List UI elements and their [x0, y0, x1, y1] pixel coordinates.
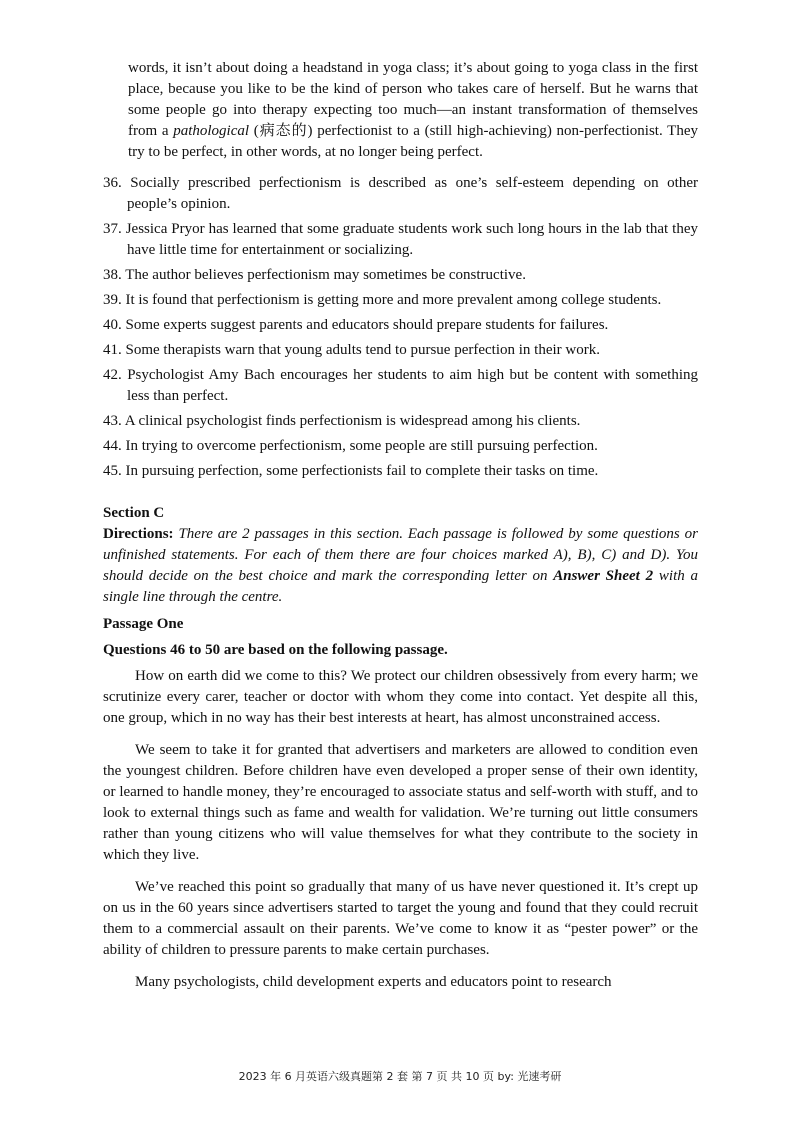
passage-paragraph: We’ve reached this point so gradually that many of us have never questioned it. It’s crept up on us in the 60 years since advertisers started to target the young and found that they could recruit them to a commercial assault on their parents. We’ve come to know it as “pester power” or the ability of children to pressure parents to make certain purchases. [103, 879, 698, 958]
italic-term: pathological [173, 123, 250, 139]
section-title: Section C [103, 505, 165, 521]
passage-paragraph: Many psychologists, child development experts and educators point to research [135, 974, 612, 990]
question-text: Jessica Pryor has learned that some graduate students work such long hours in the lab that they have little time for entertainment or socializing. [125, 221, 698, 258]
passage-title: Passage One [103, 616, 184, 632]
continued-paragraph [128, 58, 698, 163]
question-item [103, 219, 698, 261]
question-item [103, 265, 698, 286]
question-text: Some therapists warn that young adults tend to pursue perfection in their work. [125, 342, 600, 358]
directions [103, 524, 698, 608]
question-item [103, 436, 698, 457]
passage-paragraph: We seem to take it for granted that advertisers and marketers are allowed to condition even the youngest children. Before children have even developed a proper sense of their own identity, or learned to handle money, they’re encouraged to associate status and self-worth with stuff, and to look to external things such as fame and wealth for validation. We’re turning out little consumers rather than young citizens who will value themselves for what they contribute to the society in which they live. [103, 742, 698, 863]
question-number: 42. [103, 367, 122, 383]
question-item [103, 365, 698, 407]
question-text: Some experts suggest parents and educators should prepare students for failures. [125, 317, 609, 333]
directions-text: There are 2 passages in this section. Each passage is followed by some questions or unfinished statements. For each of them there are four choices marked A), B), C) and D). You should decide on the best choice and mark the corresponding letter on [103, 526, 698, 584]
page-footer: 2023 年 6 月英语六级真题第 2 套 第 7 页 共 10 页 by: 光速考研 [238, 1070, 562, 1083]
question-item [103, 290, 698, 311]
question-text: Psychologist Amy Bach encourages her students to aim high but be content with something less than perfect. [127, 367, 699, 404]
directions-text-end: with a single line through the centre. [103, 568, 698, 605]
directions-label: Directions: [103, 526, 174, 542]
continued-text-part2: (病态的) perfectionist to a (still high-achieving) non-perfectionist. They try to be perfect, in other words, at no longer being perfect. [128, 123, 698, 160]
question-text: A clinical psychologist finds perfectionism is widespread among his clients. [124, 413, 581, 429]
question-item [103, 340, 698, 361]
question-item [103, 315, 698, 336]
question-number: 43. [103, 413, 122, 429]
question-item [103, 411, 698, 432]
questions-heading: Questions 46 to 50 are based on the following passage. [103, 642, 448, 658]
question-number: 36. [103, 175, 122, 191]
question-text: It is found that perfectionism is getting more and more prevalent among college students. [125, 292, 662, 308]
continued-text-part1: words, it isn’t about doing a headstand in yoga class; it’s about going to yoga class in the first place, because you like to be the kind of person who takes care of herself. But he warns that some people go into therapy expecting too much—an instant transformation of themselves from a [128, 60, 698, 139]
passage-paragraph: How on earth did we come to this? We protect our children obsessively from every harm; we scrutinize every carer, teacher or doctor with whom they come into contact. Yet despite all this, one group, which in no way has their best interests at heart, has almost unconstrained access. [103, 668, 698, 726]
question-number: 41. [103, 342, 122, 358]
question-number: 44. [103, 438, 122, 454]
question-number: 45. [103, 463, 122, 479]
question-item [103, 461, 698, 482]
question-item [103, 173, 698, 215]
question-text: The author believes perfectionism may sometimes be constructive. [125, 267, 526, 283]
document-page [103, 58, 698, 993]
question-number: 37. [103, 221, 122, 237]
question-list [103, 173, 698, 482]
question-number: 38. [103, 267, 122, 283]
question-text: Socially prescribed perfectionism is described as one’s self-esteem depending on other people’s opinion. [127, 175, 699, 212]
question-number: 39. [103, 292, 122, 308]
question-text: In trying to overcome perfectionism, some people are still pursuing perfection. [125, 438, 598, 454]
question-number: 40. [103, 317, 122, 333]
answer-sheet-label: Answer Sheet 2 [553, 568, 654, 584]
question-text: In pursuing perfection, some perfectionists fail to complete their tasks on time. [125, 463, 599, 479]
